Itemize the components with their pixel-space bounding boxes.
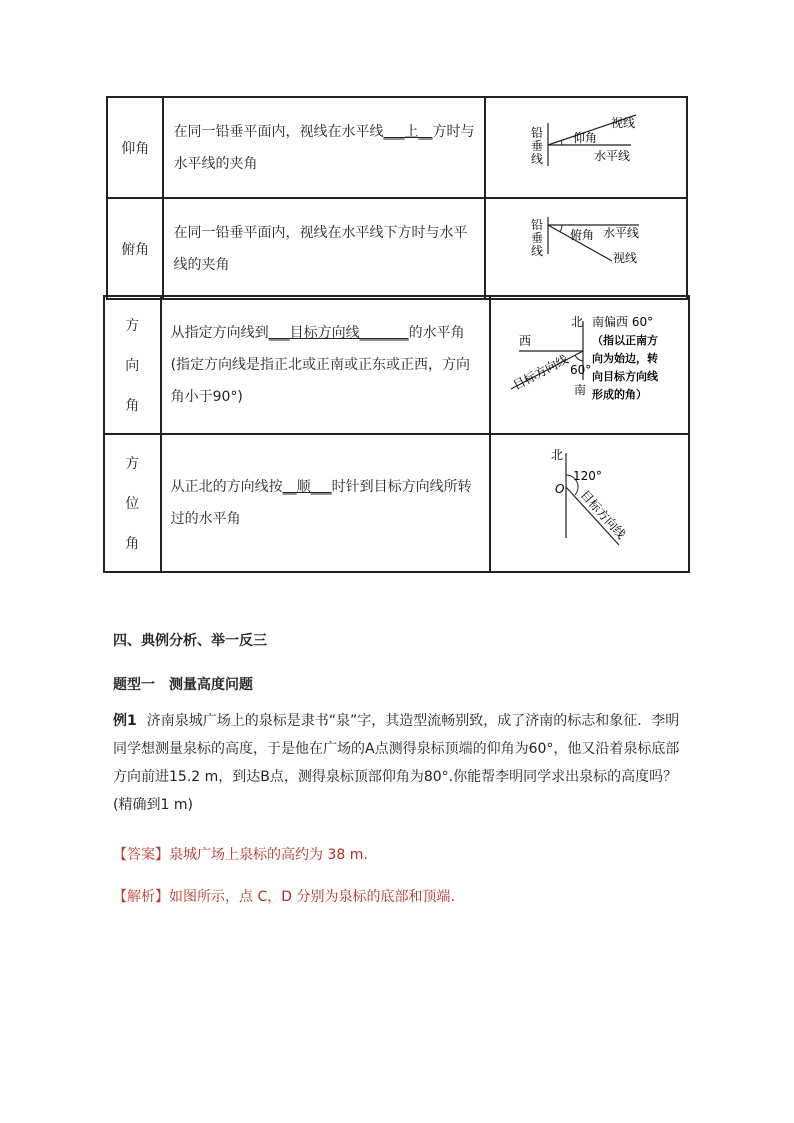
example-text: 济南泉城广场上的泉标是隶书“泉”字，其造型流畅别致，成了济南的标志和象征．李明同学想测量泉标的高度，于是他在广场的A点测得泉标顶端的仰角为60°，他又沿着泉标底部方向前进15.2 m，到达B点，测得泉标顶部仰角为80°.你能帮李明同学求出泉标的高度吗？(精确到1 m) <box>113 713 680 813</box>
term-elevation: 仰角 <box>107 97 163 198</box>
sight-line-label: 视线 <box>610 116 635 130</box>
desc-bearing: 从正北的方向线按__顺___时针到目标方向线所转过的水平角 <box>161 434 490 572</box>
desc-direction-angle: 从指定方向线到___目标方向线_______的水平角(指定方向线是指正北或正南或正东或正西，方向角小于90°) <box>161 296 490 434</box>
analysis-text: 如图所示，点 C，D 分别为泉标的底部和顶端. <box>169 889 455 905</box>
answer-text: 泉城广场上泉标的高约为 38 m. <box>169 847 368 863</box>
note-line-1: 南偏西 60° <box>591 315 654 329</box>
term-depression: 俯角 <box>107 198 163 299</box>
target-line-label: 目标方向线 <box>577 487 629 542</box>
term-char: 角 <box>125 398 140 414</box>
diagram-depression <box>485 198 687 299</box>
diagram-elevation <box>485 97 687 198</box>
horizontal-line-label: 水平线 <box>602 226 639 240</box>
sight-line-label: 视线 <box>612 251 637 265</box>
vertical-label-1: 铅 <box>530 126 543 140</box>
note-line-5: 形成的角） <box>591 388 647 401</box>
direction-angle-diagram <box>491 297 688 429</box>
answer <box>113 841 683 869</box>
depression-angle-label: 俯角 <box>569 228 594 242</box>
depression-angle-diagram <box>486 199 686 294</box>
west-label: 西 <box>518 334 531 348</box>
term-char: 方 <box>125 456 140 472</box>
angle-label: 120° <box>572 469 602 483</box>
example-1 <box>113 707 683 819</box>
vertical-label-2: 垂 <box>530 231 543 245</box>
elevation-angle-label: 仰角 <box>572 131 597 145</box>
origin-label: O <box>554 482 565 496</box>
elevation-angle-diagram <box>486 98 686 193</box>
vertical-label-3: 线 <box>530 244 543 258</box>
diagram-bearing <box>490 434 689 572</box>
vertical-label-3: 线 <box>530 152 543 166</box>
term-char: 位 <box>125 496 140 512</box>
desc-elevation: 在同一铅垂平面内，视线在水平线___上__方时与水平线的夹角 <box>163 97 485 198</box>
analysis <box>113 883 683 911</box>
south-label: 南 <box>573 383 586 397</box>
example-label: 例1 <box>113 713 137 729</box>
desc-depression: 在同一铅垂平面内，视线在水平线下方时与水平线的夹角 <box>163 198 485 299</box>
term-char: 方 <box>125 318 140 334</box>
diagram-direction-angle <box>490 296 689 434</box>
term-char: 向 <box>125 358 140 374</box>
horizontal-line-label: 水平线 <box>593 149 630 163</box>
angle-table-2 <box>103 295 690 573</box>
angle-table-1 <box>106 96 688 300</box>
bearing-diagram <box>491 435 688 567</box>
note-line-3: 向为始边，转 <box>591 352 658 365</box>
angle-label: 60° <box>569 363 592 377</box>
note-line-2: （指以正南方 <box>591 334 658 347</box>
term-direction-angle <box>104 296 161 434</box>
answer-label: 【答案】 <box>113 847 169 863</box>
term-char: 角 <box>125 536 140 552</box>
analysis-label: 【解析】 <box>113 889 169 905</box>
vertical-label-1: 铅 <box>530 218 543 232</box>
problem-type-title: 题型一 测量高度问题 <box>113 677 253 693</box>
note-line-4: 向目标方向线 <box>591 370 658 383</box>
section-title: 四、典例分析、举一反三 <box>113 633 267 649</box>
north-label: 北 <box>550 448 563 462</box>
north-label: 北 <box>570 315 583 329</box>
term-bearing <box>104 434 161 572</box>
vertical-label-2: 垂 <box>530 139 543 153</box>
target-line-label: 目标方向线 <box>510 352 571 393</box>
